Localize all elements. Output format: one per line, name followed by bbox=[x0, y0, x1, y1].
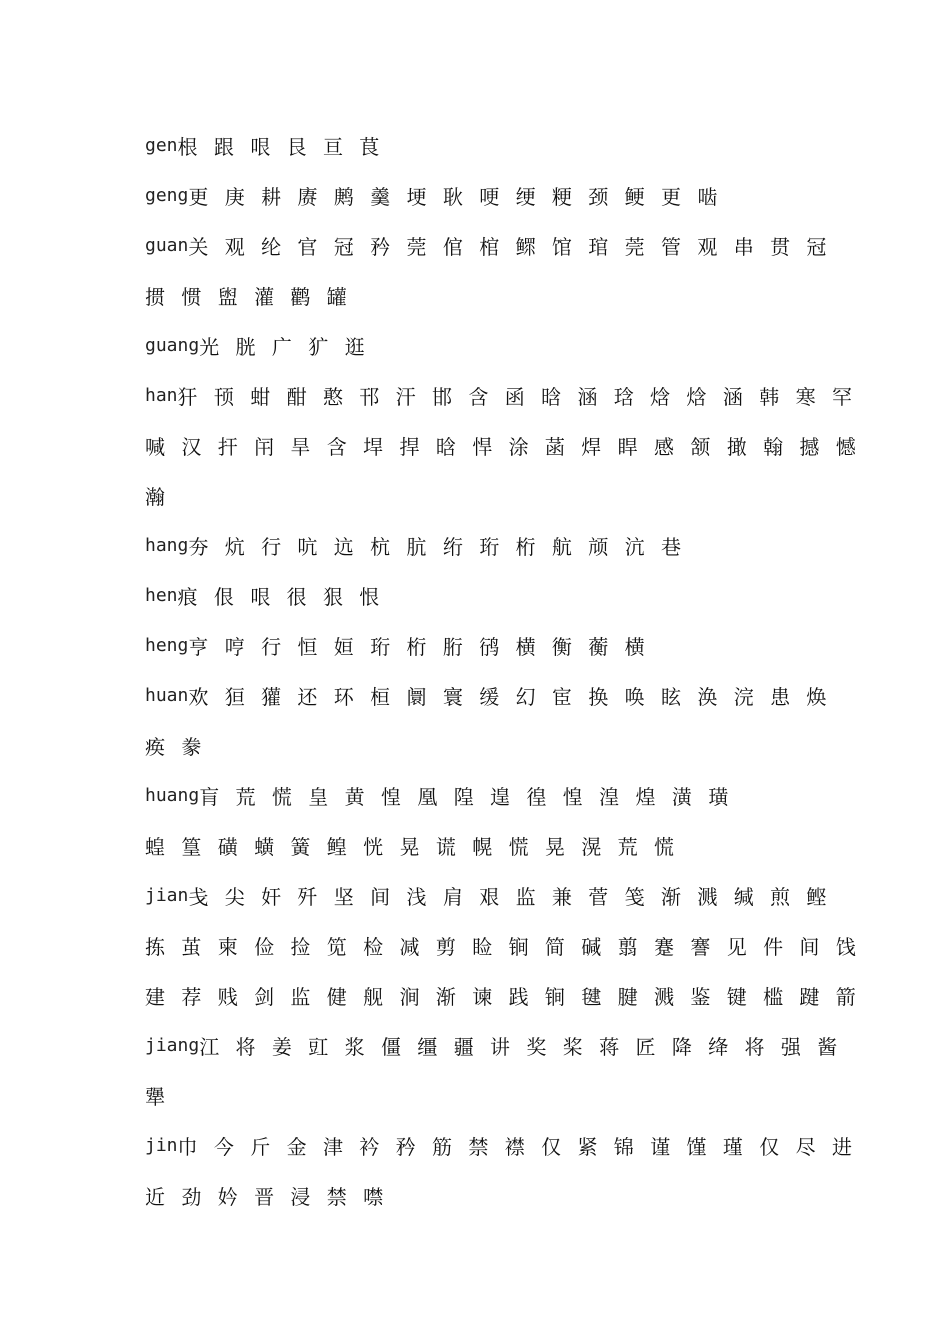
list-item bbox=[145, 320, 825, 370]
list-item bbox=[145, 1070, 825, 1120]
character-group: 痕 佷 哏 很 狠 恨 bbox=[177, 584, 380, 609]
list-item bbox=[145, 620, 825, 670]
pinyin-syllable: jiang bbox=[145, 1034, 200, 1056]
list-item bbox=[145, 870, 825, 920]
list-item bbox=[145, 470, 825, 520]
pinyin-syllable: geng bbox=[145, 184, 189, 206]
list-item bbox=[145, 220, 825, 270]
character-group: 关 观 纶 官 冠 矜 莞 倌 棺 鳏 馆 琯 莞 管 观 串 贯 冠 bbox=[188, 234, 827, 259]
character-group: 喊 汉 扞 闬 旱 含 垾 捍 晗 悍 涂 菡 焊 睅 感 颔 撖 翰 撼 憾 bbox=[145, 434, 856, 459]
list-item bbox=[145, 370, 852, 420]
character-group: 光 胱 广 犷 逛 bbox=[199, 334, 365, 359]
pinyin-syllable: jian bbox=[145, 884, 189, 906]
character-group: 拣 茧 柬 俭 捡 笕 检 减 剪 睑 锏 简 碱 翦 蹇 謇 见 件 间 饯 bbox=[145, 934, 856, 959]
list-item bbox=[145, 570, 825, 620]
pinyin-character-list bbox=[145, 120, 856, 1220]
pinyin-syllable: gen bbox=[145, 134, 178, 156]
character-group: 肓 荒 慌 皇 黄 惶 凰 隍 遑 徨 惶 湟 煌 潢 璜 bbox=[199, 784, 729, 809]
character-group: 根 跟 哏 艮 亘 茛 bbox=[177, 134, 380, 159]
list-item bbox=[145, 520, 825, 570]
list-item bbox=[145, 920, 856, 970]
list-item bbox=[145, 720, 825, 770]
character-group: 戋 尖 奸 歼 坚 间 浅 肩 艰 监 兼 菅 笺 渐 溅 缄 煎 鲣 bbox=[188, 884, 827, 909]
list-item bbox=[145, 420, 856, 470]
list-item bbox=[145, 170, 825, 220]
pinyin-syllable: hang bbox=[145, 534, 189, 556]
character-group: 瀚 bbox=[145, 484, 165, 509]
character-group: 掼 惯 盥 灌 鹳 罐 bbox=[145, 284, 347, 309]
pinyin-syllable: huan bbox=[145, 684, 189, 706]
character-group: 亨 哼 行 恒 姮 珩 桁 胻 鸻 横 衡 蘅 横 bbox=[188, 634, 645, 659]
character-group: 巾 今 斤 金 津 衿 矜 筋 禁 襟 仅 紧 锦 谨 馑 瑾 仅 尽 进 bbox=[177, 1134, 852, 1159]
character-group: 犴 顸 蚶 酣 憨 邗 汗 邯 含 函 晗 涵 琀 焓 焓 涵 韩 寒 罕 bbox=[177, 384, 852, 409]
character-group: 蝗 篁 磺 蟥 簧 鳇 恍 晃 谎 幌 慌 晃 滉 荒 慌 bbox=[145, 834, 675, 859]
character-group: 犟 bbox=[145, 1084, 165, 1109]
list-item bbox=[145, 1120, 852, 1170]
pinyin-syllable: guang bbox=[145, 334, 200, 356]
character-group: 建 荐 贱 剑 监 健 舰 涧 渐 谏 践 锏 毽 腱 溅 鉴 键 槛 踺 箭 bbox=[145, 984, 856, 1009]
list-item bbox=[145, 820, 825, 870]
pinyin-syllable: huang bbox=[145, 784, 200, 806]
list-item bbox=[145, 970, 856, 1020]
list-item bbox=[145, 770, 825, 820]
character-group: 更 庚 耕 赓 鹒 羹 埂 耿 哽 绠 粳 颈 鲠 更 啮 bbox=[188, 184, 718, 209]
pinyin-syllable: heng bbox=[145, 634, 189, 656]
list-item bbox=[145, 270, 825, 320]
character-group: 夯 炕 行 吭 迒 杭 肮 绗 珩 桁 航 颃 沆 巷 bbox=[188, 534, 682, 559]
list-item bbox=[145, 1020, 838, 1070]
pinyin-syllable: hen bbox=[145, 584, 178, 606]
list-item bbox=[145, 1170, 825, 1220]
list-item bbox=[145, 120, 825, 170]
pinyin-syllable: guan bbox=[145, 234, 189, 256]
character-group: 近 劲 妗 晋 浸 禁 噤 bbox=[145, 1184, 384, 1209]
pinyin-syllable: han bbox=[145, 384, 178, 406]
list-item bbox=[145, 670, 825, 720]
pinyin-syllable: jin bbox=[145, 1134, 178, 1156]
character-group: 江 将 姜 豇 浆 僵 缰 疆 讲 奖 桨 蒋 匠 降 绛 将 强 酱 bbox=[199, 1034, 838, 1059]
character-group: 欢 狟 獾 还 环 桓 阛 寰 缓 幻 宦 换 唤 眩 涣 浣 患 焕 bbox=[188, 684, 827, 709]
character-group: 痪 豢 bbox=[145, 734, 202, 759]
